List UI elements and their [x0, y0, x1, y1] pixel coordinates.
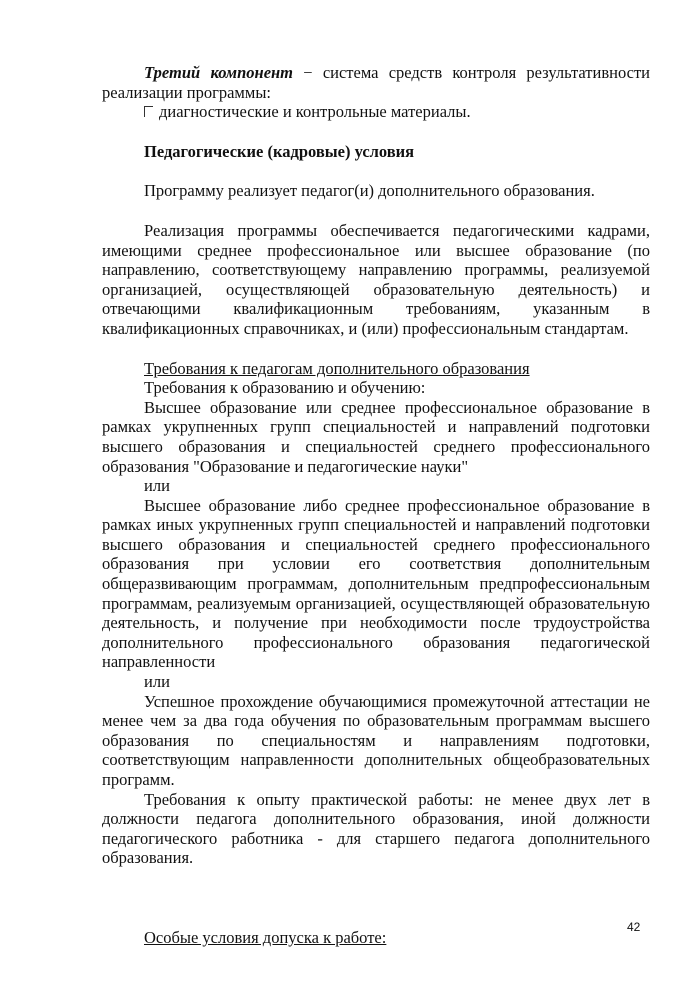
- bullet-box-icon: [144, 106, 153, 117]
- special-conditions-title: [102, 928, 650, 948]
- staff-paragraph: Реализация программы обеспечивается педагогическими кадрами, имеющими среднее профессиональное или высшее образование (по направлению, соответствующему направлению программы, реализуемой организацией, осуществляющей образовательную деятельность) и отвечающими квалификационным требованиям, указанным в квалификационных справочниках, и (или) профессиональным стандартам.: [102, 220, 650, 338]
- section-heading: Педагогические (кадровые) условия: [144, 141, 415, 161]
- intro-emphasis: Третий компонент: [144, 63, 294, 82]
- requirements-title: [102, 359, 650, 379]
- or-separator-1: или: [144, 476, 170, 496]
- requirement-2: Высшее образование либо среднее профессиональное образование в рамках иных укрупненных групп специальностей и направлений подготовки высшего образования и специальностей среднего профессионального образования при условии его соответствия дополнительным общеразвивающим программам, дополнительным предпрофессиональным программам, реализуемым организацией, осуществляющей образовательную деятельность, и получение при необходимости после трудоустройства дополнительного профессионального образования педагогической направленности: [102, 495, 650, 672]
- bullet-item: [102, 102, 650, 122]
- requirement-1: Высшее образование или среднее профессиональное образование в рамках укрупненных групп специальностей и направлений подготовки высшего образования и специальностей среднего профессионального образования "Образование и педагогические науки": [102, 397, 650, 476]
- document-page: [102, 63, 650, 948]
- bullet-text: диагностические и контрольные материалы.: [159, 102, 471, 122]
- or-separator-2: или: [144, 672, 170, 692]
- special-conditions-text: Особые условия допуска к работе:: [144, 927, 387, 947]
- experience-requirement: Требования к опыту практической работы: не менее двух лет в должности педагога дополнительного образования, иной должности педагогического работника - для старшего педагога дополнительного образования.: [102, 789, 650, 868]
- requirements-title-text: Требования к педагогам дополнительного образования: [144, 358, 530, 378]
- intro-text: − система средств контроля результативности реализации программы:: [102, 63, 650, 102]
- education-requirements-label: Требования к образованию и обучению:: [144, 378, 426, 398]
- intro-paragraph: [102, 63, 650, 102]
- implementer-paragraph: Программу реализует педагог(и) дополнительного образования.: [144, 181, 595, 201]
- page-number: 42: [627, 920, 641, 934]
- requirement-3: Успешное прохождение обучающимися промежуточной аттестации не менее чем за два года обучения по образовательным программам высшего образования по специальностям и направлениям подготовки, соответствующим направленности дополнительных общеобразовательных программ.: [102, 691, 650, 789]
